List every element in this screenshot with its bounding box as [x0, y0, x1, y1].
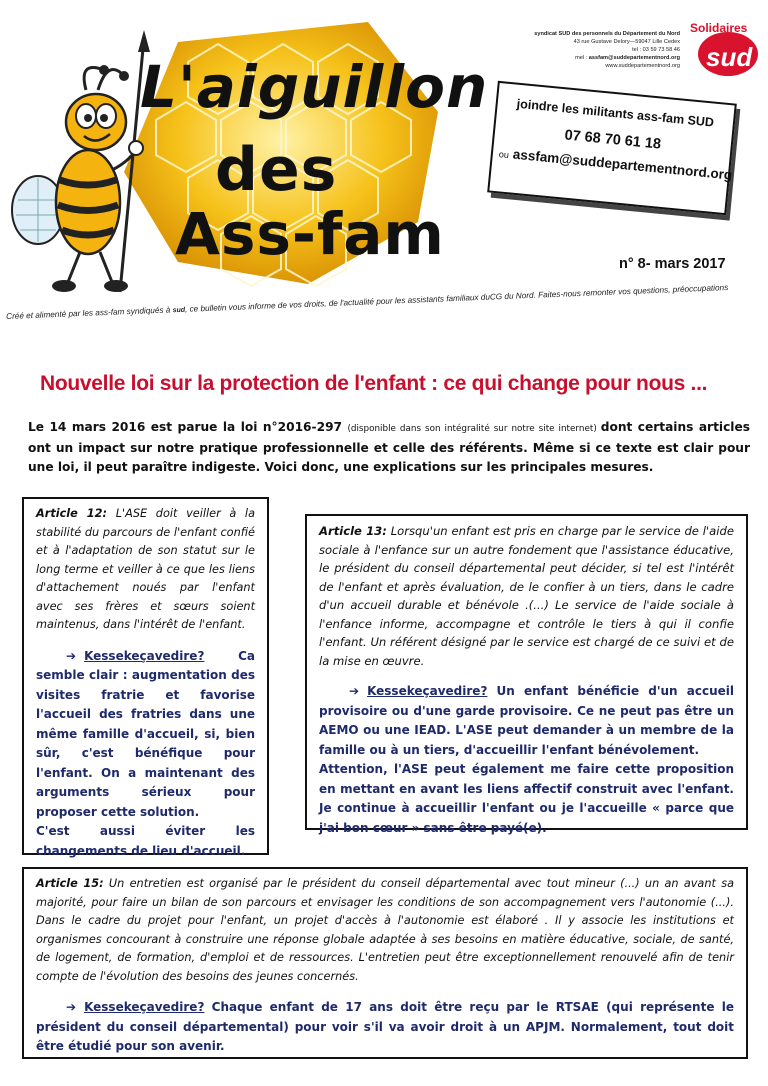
intro-paragraph	[28, 418, 750, 477]
intro-lead: Le 14 mars 2016 est parue la loi n°2016-297	[28, 420, 348, 434]
article-13-label: Article 13:	[319, 524, 387, 538]
article-13-keyword: Kessekeçavedire?	[367, 684, 488, 698]
arrow-right-icon: ➔	[66, 648, 77, 663]
contact-heading: joindre les militants ass-fam SUD	[516, 96, 715, 130]
article-13-response: Un enfant bénéficie d'un accueil provisoire ou d'une garde provisoire. Ce ne peut pas être un AEMO ou une IEAD. L'ASE peut demander à un membre de la famille ou à un tiers, d'accueillir l'enfant bénévolement.	[319, 684, 734, 757]
tagline-sud: sud	[172, 306, 186, 315]
article-12-text: L'ASE doit veiller à la stabilité du parcours de l'enfant confié et à l'adaptation de son statut sur le long terme et veiller à ce que les liens d'attachement noués par l'enfant avec ses frères et sœurs soient maintenus, dans l'intérêt de l'enfant.	[36, 507, 255, 631]
tagline-part1: Créé et alimenté par les ass-fam syndiqués à	[6, 305, 173, 321]
article-15-text: Un entretien est organisé par le président du conseil départemental avec tout mineur (...) un an avant sa majorité, pour faire un bilan de son parcours et envisager les conditions de son accompagnement vers l'autonomie (...). Dans le cadre du projet pour l'enfant, un projet d'accès à l'autonomie est élaboré . Il y associe les institutions et organismes concourant à construire une réponse globale adaptée à ses besoins en matière éducative, sociale, de santé, de logement, de formation, d'emploi et de ressources. L'entretien peut être exceptionnellement renouvelé afin de tenir compte de l'évolution des besoins des jeunes concernés.	[36, 877, 734, 983]
issue-number: n° 8- mars 2017	[619, 256, 726, 272]
contact-phone[interactable]: 07 68 70 61 18	[563, 127, 662, 153]
arrow-right-icon: ➔	[66, 1000, 77, 1014]
intro-body: dont certains articles ont un impact sur notre pratique professionnelle et celle des référents. Même si ce texte est clair pour une loi, il peut paraître indigeste. Voici donc, une explications sur les principales mesures.	[28, 420, 750, 474]
article-13-text: Lorsqu'un enfant est pris en charge par le service de l'aide sociale à l'enfance sur un autre fondement que l'assistance éducative, le président du conseil départemental peut décider, si tel est l'intérêt de l'enfant et après évaluation, de le confier à un tiers, dans le cadre d'un accueil durable et bénévole .(...) Le service de l'aide sociale à l'enfance informe, accompagne et contrôle le tiers à qui il confie l'enfant. Un référent désigné par le service est chargé de ce suivi et de la mise en œuvre.	[319, 524, 734, 668]
article-15-label: Article 15:	[36, 877, 104, 890]
union-tel: tel : 03 59 73 58 46	[632, 47, 680, 53]
intro-aside: (disponible dans son intégralité sur notre site internet)	[347, 424, 601, 434]
logo-top-text: Solidaires	[690, 21, 748, 35]
union-address: 43 rue Gustave Delory—59047 Lille Cedex	[573, 39, 680, 45]
article-15-box	[22, 867, 748, 1059]
article-12-response2: C'est aussi éviter les changements de lieu d'accueil.	[36, 824, 255, 858]
contact-box	[487, 81, 737, 215]
union-info	[490, 30, 680, 70]
masthead-title-line1: L'aiguillon	[140, 53, 489, 121]
union-mel-label: mel :	[575, 55, 589, 61]
solidaires-sud-logo-icon	[684, 18, 762, 78]
page-headline: Nouvelle loi sur la protection de l'enfant : ce qui change pour nous ...	[40, 372, 708, 395]
article-13-response2: Attention, l'ASE peut également me faire cette proposition en mettant en avant les liens affectif construit avec l'enfant. Je continue à accueillir l'enfant ou je l'accueille « parce que j'ai bon cœur » sans être payé(e).	[319, 762, 734, 835]
article-12-box	[22, 497, 269, 858]
contact-email[interactable]: assfam@suddepartementnord.org	[512, 146, 733, 183]
article-12-keyword: Kessekeçavedire?	[84, 648, 205, 663]
contact-or: ou	[498, 149, 510, 161]
article-12-label: Article 12:	[36, 507, 108, 520]
union-email-link[interactable]: assfam@suddepartementnord.org	[588, 55, 680, 61]
masthead-title-line2: des	[215, 135, 338, 205]
article-15-keyword: Kessekeçavedire?	[84, 1000, 205, 1014]
article-13-box	[305, 514, 748, 835]
article-12-response: Ca semble clair : augmentation des visites fratrie et favorise l'accueil des fratries dans une même famille d'accueil, si, bien sûr, c'est bénéfique pour l'enfant. On a maintenant des arguments sérieux pour proposer cette solution.	[36, 648, 255, 819]
article-15-response: Chaque enfant de 17 ans doit être reçu par le RTSAE (qui représente le président du conseil départemental) pour voir s'il va avoir droit à un APJM. Normalement, tout doit être étudié pour son avenir.	[36, 1000, 734, 1053]
logo-main-text: sud	[706, 42, 753, 72]
masthead-title-line3: Ass-fam	[175, 200, 445, 268]
union-website-link[interactable]: www.suddepartementnord.org	[605, 63, 680, 69]
union-name: syndicat SUD des personnels du Département du Nord	[534, 31, 680, 37]
arrow-right-icon: ➔	[349, 684, 360, 698]
tagline-part2: , ce bulletin vous informe de vos droits, de l'actualité pour les assistants familiaux duCG du Nord. Faites-nous remonter vos questions, préoccupations	[184, 283, 729, 314]
